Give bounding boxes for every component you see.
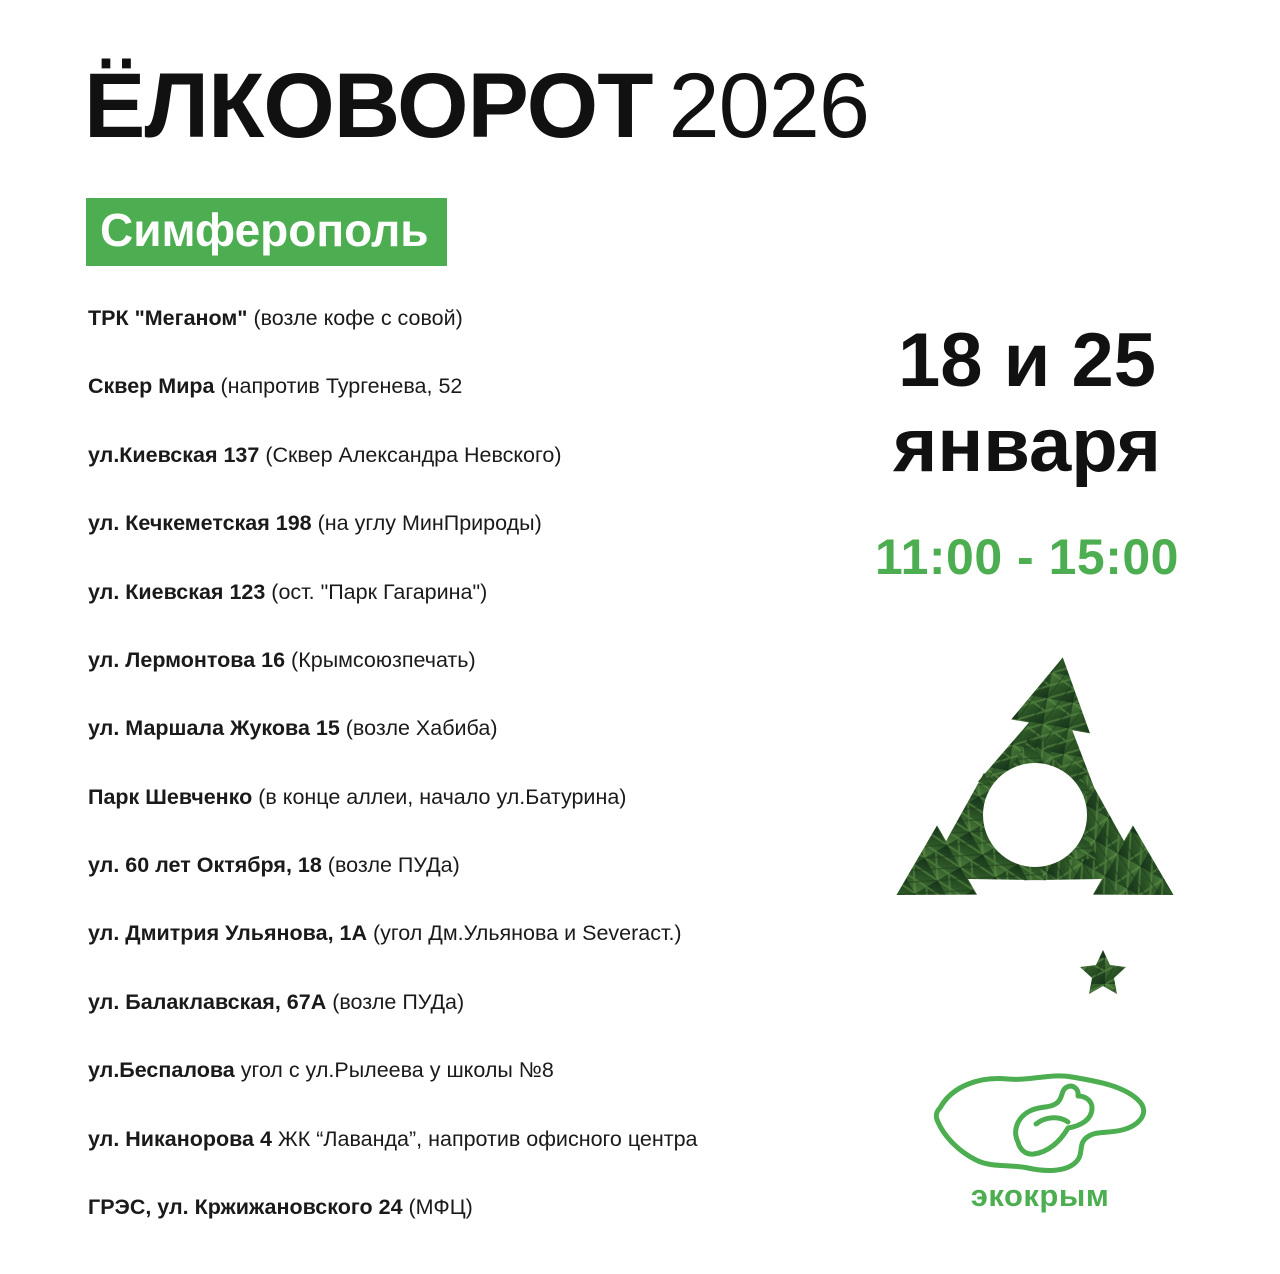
- address-detail: (напротив Тургенева, 52: [214, 374, 463, 399]
- address-name: ул. Маршала Жукова 15: [88, 716, 340, 741]
- list-item: [88, 715, 878, 742]
- list-item: [88, 784, 878, 811]
- city-badge: Симферополь: [86, 198, 447, 266]
- logo-text: экокрым: [970, 1178, 1110, 1213]
- address-name: ул.Беспалова: [88, 1058, 235, 1083]
- address-detail: (на углу МинПрироды): [311, 511, 542, 536]
- list-item: [88, 305, 878, 332]
- address-name: Парк Шевченко: [88, 784, 253, 809]
- list-item: [88, 647, 878, 674]
- address-name: ул. 60 лет Октября, 18: [88, 853, 322, 877]
- logo: [900, 1046, 1180, 1236]
- address-detail: (МФЦ): [402, 1194, 473, 1219]
- address-detail: (Крымсоюзпечать): [285, 647, 476, 672]
- address-detail: (возле ПУДа): [326, 989, 465, 1014]
- address-name: ул. Кечкеметская 198: [88, 511, 312, 536]
- list-item: [88, 510, 878, 537]
- address-detail: (возле ПУДа): [321, 853, 460, 877]
- address-name: ГРЭС, ул. Кржижановского 24: [88, 1194, 403, 1219]
- list-item: [88, 373, 878, 400]
- list-item: [88, 442, 878, 469]
- address-detail: (ост. "Парк Гагарина"): [265, 579, 488, 604]
- address-name: ул. Киевская 123: [88, 579, 266, 604]
- address-name: ул. Дмитрия Ульянова, 1А: [88, 921, 367, 946]
- title-year: 2026: [668, 55, 870, 157]
- list-item: [88, 1057, 878, 1084]
- event-dates: 18 и 25 января: [892, 318, 1161, 489]
- address-name: ул. Никанорова 4: [88, 1126, 272, 1151]
- address-name: ул. Лермонтова 16: [88, 647, 286, 672]
- address-detail: (угол Дм.Ульянова и Severaст.): [367, 921, 682, 946]
- title-main: ЁЛКОВОРОТ: [84, 55, 653, 157]
- address-list: [88, 305, 878, 1262]
- address-detail: угол с ул.Рылеева у школы №8: [234, 1058, 554, 1083]
- list-item: [88, 852, 878, 879]
- list-item: [88, 1126, 878, 1153]
- address-name: Сквер Мира: [88, 374, 215, 399]
- address-detail: ЖК “Лаванда”, напротив офисного центра: [271, 1126, 698, 1151]
- address-detail: (возле Хабиба): [339, 716, 498, 741]
- list-item: [88, 1194, 878, 1221]
- list-item: [88, 920, 878, 947]
- address-name: ул. Балаклавская, 67А: [88, 989, 327, 1014]
- address-name: ТРК "Меганом": [88, 306, 248, 330]
- address-detail: (Сквер Александра Невского): [259, 442, 562, 467]
- address-name: ул.Киевская 137: [88, 442, 260, 467]
- page-title: [84, 55, 870, 157]
- list-item: [88, 989, 878, 1016]
- event-time: 11:00 - 15:00: [875, 529, 1179, 585]
- address-detail: (возле кофе с совой): [247, 306, 463, 330]
- list-item: [88, 579, 878, 606]
- address-detail: (в конце аллеи, начало ул.Батурина): [252, 784, 627, 809]
- recycle-trees-icon: [845, 620, 1225, 1010]
